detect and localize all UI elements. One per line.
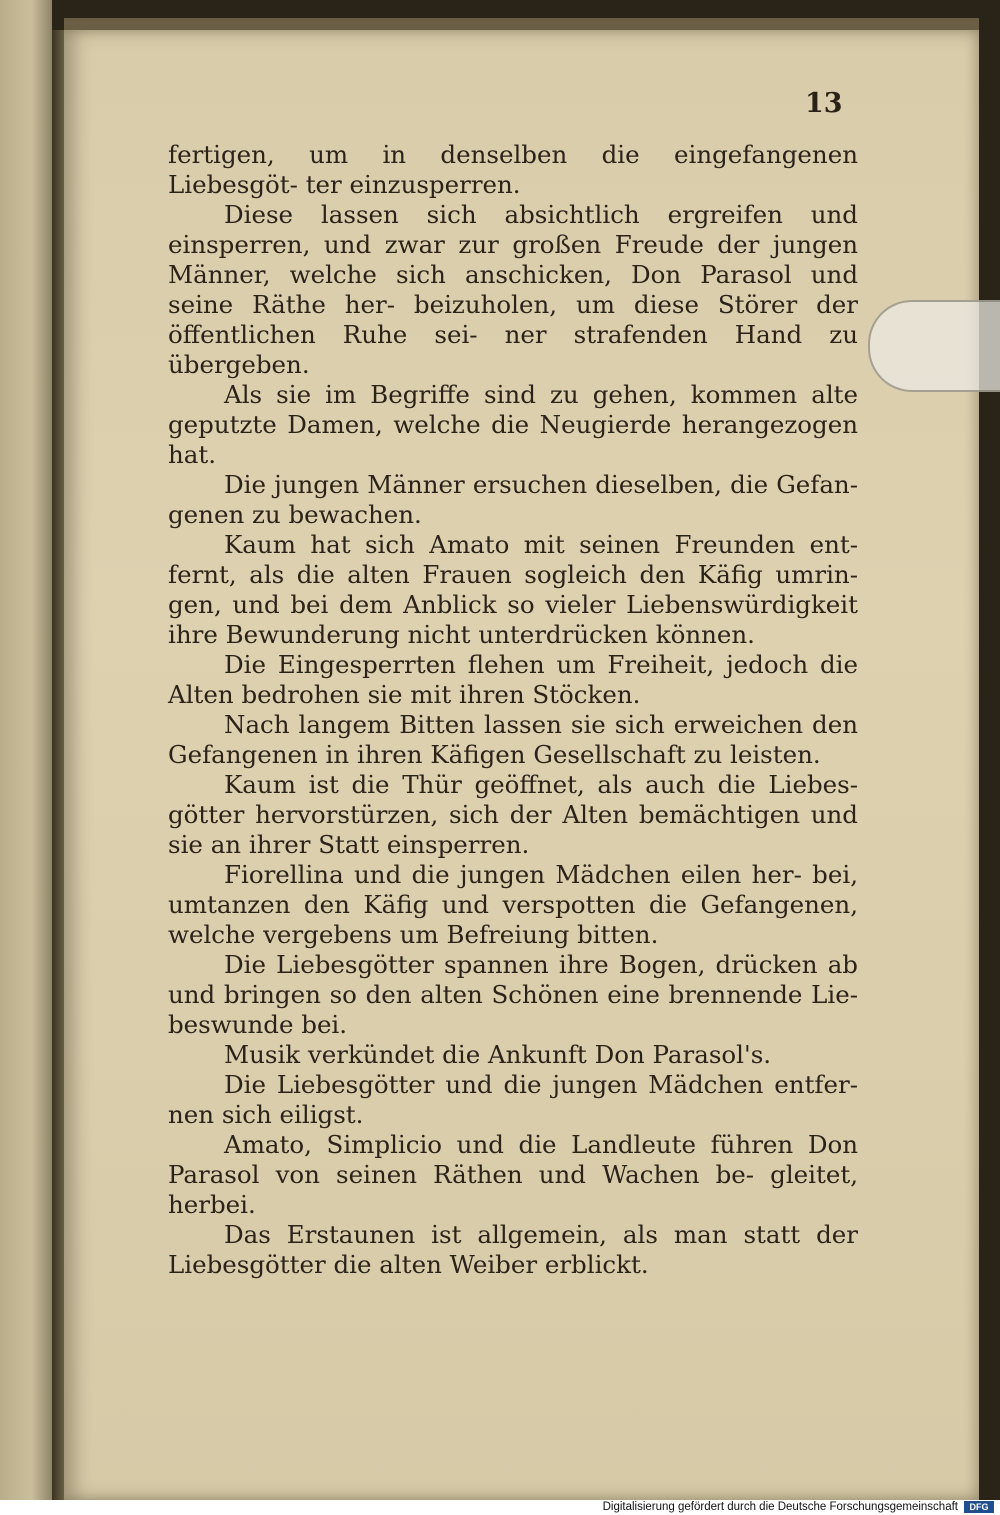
footer-credit: Digitalisierung gefördert durch die Deutsche Forschungsgemeinschaft — [602, 1501, 958, 1513]
dfg-logo: DFG — [964, 1501, 994, 1513]
paragraph: Die Liebesgötter spannen ihre Bogen, drücken ab und bringen so den alten Schönen eine brennende Lie- beswunde bei. — [168, 950, 858, 1039]
paragraph: Kaum ist die Thür geöffnet, als auch die Liebes- götter hervorstürzen, sich der Alten bemächtigen und sie an ihrer Statt einsperren. — [168, 770, 858, 859]
paragraph: Die Eingesperrten flehen um Freiheit, jedoch die Alten bedrohen sie mit ihren Stöcken. — [168, 650, 858, 709]
paragraph: Amato, Simplicio und die Landleute führen Don Parasol von seinen Räthen und Wachen be- gleitet, herbei. — [168, 1130, 858, 1219]
paragraph: Die Liebesgötter und die jungen Mädchen entfer- nen sich eiligst. — [168, 1070, 858, 1129]
paragraph: fertigen, um in denselben die eingefangenen Liebesgöt- ter einzusperren. — [168, 140, 858, 199]
paragraph: Fiorellina und die jungen Mädchen eilen her- bei, umtanzen den Käfig und verspotten die Gefangenen, welche vergebens um Befreiung bitten. — [168, 860, 858, 949]
paragraph: Als sie im Begriffe sind zu gehen, kommen alte geputzte Damen, welche die Neugierde herangezogen hat. — [168, 380, 858, 469]
paragraph: Die jungen Männer ersuchen dieselben, die Gefan- genen zu bewachen. — [168, 470, 858, 529]
paragraph: Kaum hat sich Amato mit seinen Freunden ent- fernt, als die alten Frauen sogleich den Käfig umrin- gen, und bei dem Anblick so vieler Liebenswürdigkeit ihre Bewunderung nicht unterdrücken können. — [168, 530, 858, 649]
paragraph: Das Erstaunen ist allgemein, als man statt der Liebesgötter die alten Weiber erblickt. — [168, 1220, 858, 1279]
page-marker-tab — [868, 300, 1000, 392]
body-text — [168, 140, 858, 1280]
paragraph: Nach langem Bitten lassen sie sich erweichen den Gefangenen in ihren Käfigen Gesellschaft zu leisten. — [168, 710, 858, 769]
left-page-edge — [0, 0, 52, 1500]
paragraph: Diese lassen sich absichtlich ergreifen und einsperren, und zwar zur großen Freude der jungen Männer, welche sich anschicken, Don Parasol und seine Räthe her- beizuholen, um diese Störer der öffentlichen Ruhe sei- ner strafenden Hand zu übergeben. — [168, 200, 858, 379]
paragraph: Musik verkündet die Ankunft Don Parasol's. — [224, 1040, 772, 1069]
page-number: 13 — [805, 88, 843, 119]
digitization-footer — [0, 1500, 1000, 1515]
